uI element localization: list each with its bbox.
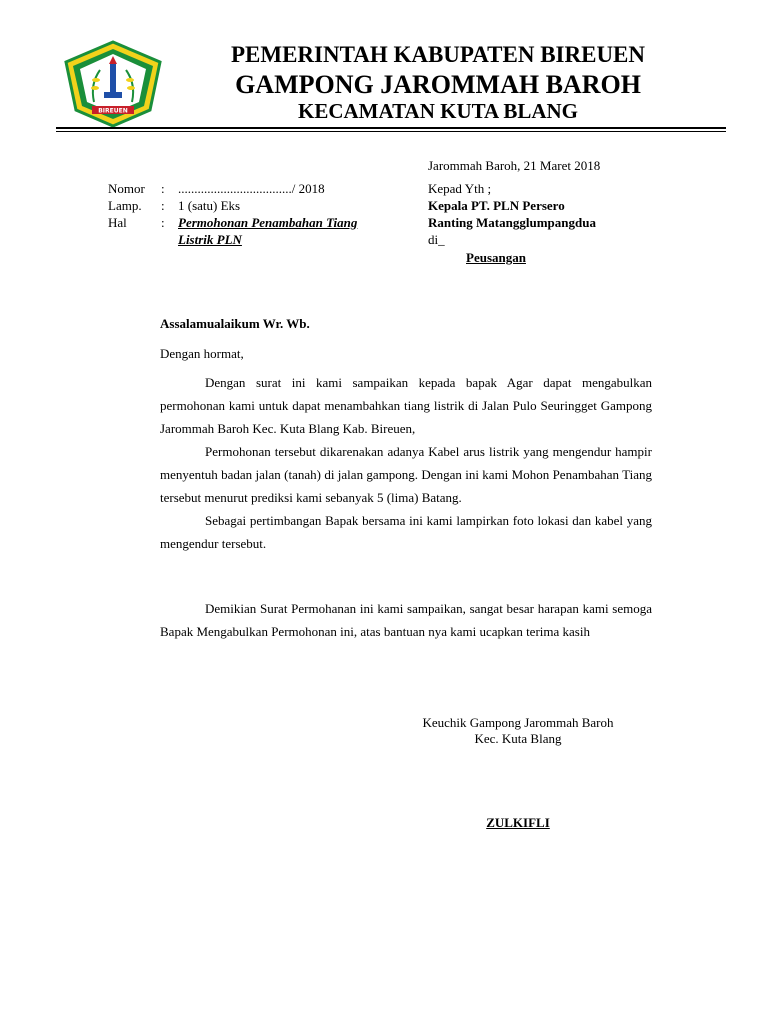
signature-subtitle: Kec. Kuta Blang (474, 731, 562, 746)
nomor-label: Nomor (108, 181, 145, 196)
hal-label: Hal (108, 215, 127, 230)
recipient-greeting: Kepad Yth ; (428, 181, 492, 196)
lamp-label: Lamp. (108, 198, 142, 213)
nomor-colon: : (161, 181, 165, 196)
letterhead-government: PEMERINTAH KABUPATEN BIREUEN (230, 42, 646, 67)
lamp-value: 1 (satu) Eks (178, 198, 241, 213)
signatory-name: ZULKIFLI (486, 815, 550, 830)
recipient-place: Peusangan (466, 250, 526, 265)
lamp-colon: : (161, 198, 165, 213)
hal-value-line1: Permohonan Penambahan Tiang (178, 215, 358, 230)
paragraph-request: Dengan surat ini kami sampaikan kepada bapak Agar dapat mengabulkan permohonan kami untuk dapat menambahkan tiang listrik di Jalan Pulo Seuringget Gampong Jarommah Baroh Kec. Kuta Blang Kab. Bireuen, (160, 375, 652, 436)
nomor-value: .................................../ 2018 (178, 181, 325, 196)
greeting: Dengan hormat, (160, 346, 244, 361)
body-paragraphs (160, 371, 652, 555)
hal-value-line2: Listrik PLN (178, 232, 242, 247)
bireuen-emblem-logo (64, 40, 162, 128)
recipient-branch: Ranting Matangglumpangdua (428, 215, 596, 230)
letterhead-district: KECAMATAN KUTA BLANG (297, 99, 578, 123)
letterhead-divider-thick (56, 127, 726, 129)
hal-colon: : (161, 215, 165, 230)
svg-text:BIREUEN: BIREUEN (98, 107, 128, 115)
recipient-di: di_ (428, 232, 445, 247)
paragraph-closing: Demikian Surat Permohanan ini kami sampaikan, sangat besar harapan kami semoga Bapak Mengabulkan Permohonan ini, atas bantuan nya kami ucapkan terima kasih (160, 601, 652, 639)
letterhead-divider-thin (56, 131, 726, 132)
recipient-title: Kepala PT. PLN Persero (428, 198, 565, 213)
letter-date: Jarommah Baroh, 21 Maret 2018 (428, 158, 601, 173)
signature-title: Keuchik Gampong Jarommah Baroh (422, 715, 614, 730)
paragraph-attachment: Sebagai pertimbangan Bapak bersama ini kami lampirkan foto lokasi dan kabel yang mengendur tersebut. (160, 513, 652, 551)
letterhead-village: GAMPONG JAROMMAH BAROH (235, 70, 641, 99)
paragraph-reason: Permohonan tersebut dikarenakan adanya Kabel arus listrik yang mengendur hampir menyentuh badan jalan (tanah) di jalan gampong. Dengan ini kami Mohon Penambahan Tiang tersebut menurut prediksi kami sebanyak 5 (lima) Batang. (160, 444, 652, 505)
closing-paragraph-block (160, 597, 652, 643)
salutation: Assalamualaikum Wr. Wb. (160, 316, 310, 331)
